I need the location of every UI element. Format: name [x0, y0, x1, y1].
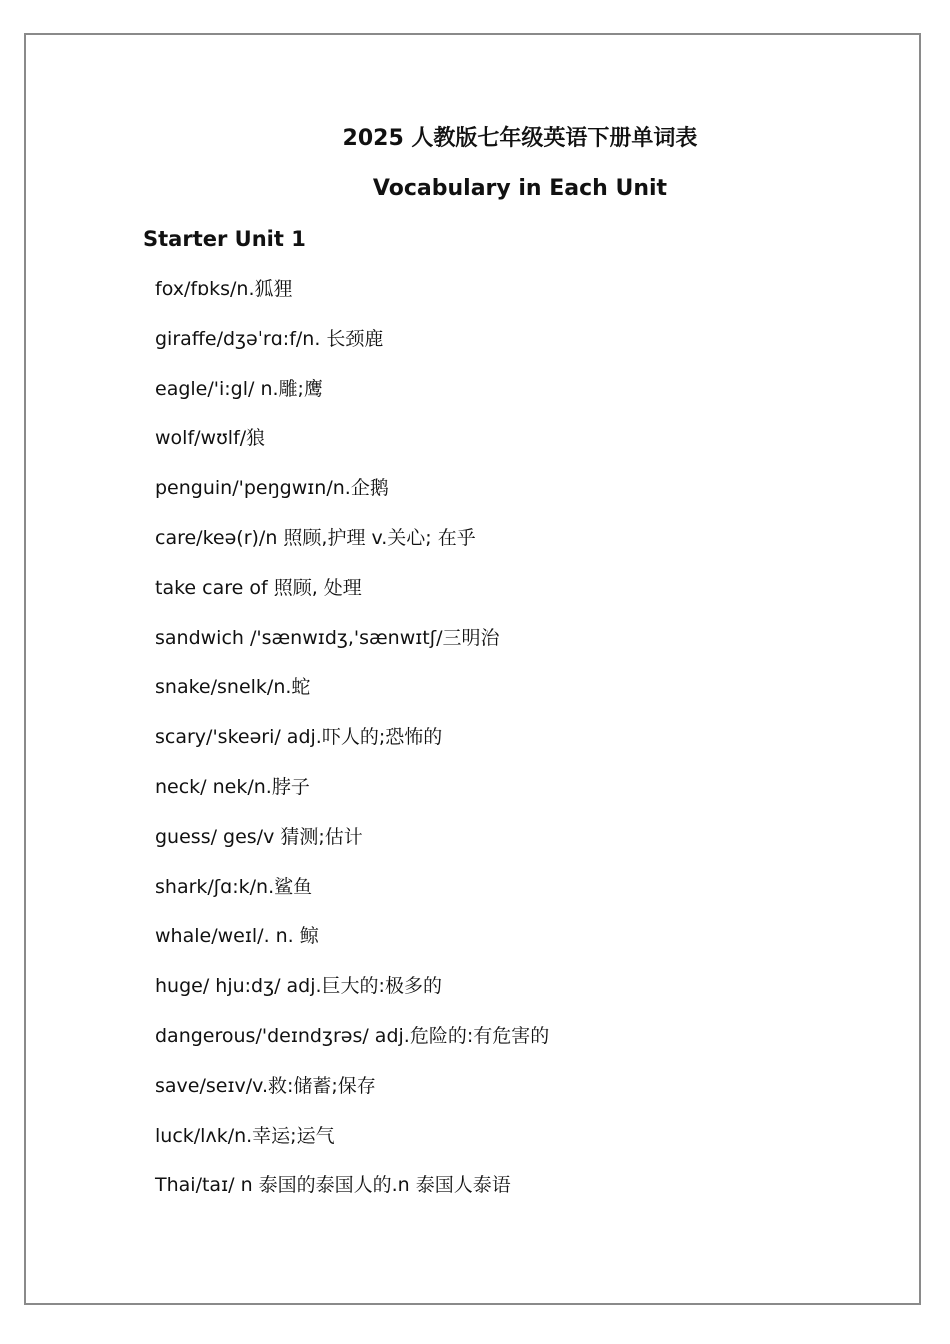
vocab-entry: snake/snelk/n.蛇 — [155, 676, 311, 699]
vocab-entry: shark/ʃɑ:k/n.鲨鱼 — [155, 875, 313, 898]
vocab-entry: Thai/taɪ/ n 泰国的泰国人的.n 泰国人泰语 — [155, 1174, 511, 1197]
vocab-entry: care/keə(r)/n 照顾,护理 v.关心; 在乎 — [155, 526, 476, 549]
vocab-entry: eagle/'i:gl/ n.雕;鹰 — [155, 377, 323, 400]
vocab-entry: neck/ nek/n.脖子 — [155, 775, 310, 798]
vocab-entry: dangerous/'deɪndʒrəs/ adj.危险的:有危害的 — [155, 1024, 550, 1047]
vocab-entry: penguin/'peŋgwɪn/n.企鹅 — [155, 477, 389, 500]
vocab-entry: luck/lʌk/n.幸运;运气 — [155, 1124, 335, 1147]
document-title: 2025 人教版七年级英语下册单词表 — [342, 126, 698, 151]
vocab-entry: save/seɪv/v.救:储蓄;保存 — [155, 1074, 376, 1097]
vocab-entry: huge/ hju:dʒ/ adj.巨大的:极多的 — [155, 975, 442, 998]
vocabulary-list — [155, 274, 549, 1220]
vocab-entry: giraffe/dʒəˈrɑ:f/n. 长颈鹿 — [155, 327, 384, 350]
unit-heading: Starter Unit 1 — [143, 227, 306, 251]
vocab-entry: guess/ ges/v 猜测;估计 — [155, 825, 363, 848]
document-subtitle: Vocabulary in Each Unit — [372, 176, 668, 201]
vocab-entry: wolf/wʊlf/狼 — [155, 427, 266, 450]
vocab-entry: fox/fɒks/n.狐狸 — [155, 278, 293, 300]
vocab-entry: whale/weɪl/. n. 鲸 — [155, 925, 319, 948]
vocab-entry: take care of 照顾, 处理 — [155, 576, 362, 599]
vocab-entry: sandwich /'sænwɪdʒ,'sænwɪtʃ/三明治 — [155, 626, 500, 649]
vocab-entry: scary/'skeəri/ adj.吓人的;恐怖的 — [155, 726, 443, 749]
